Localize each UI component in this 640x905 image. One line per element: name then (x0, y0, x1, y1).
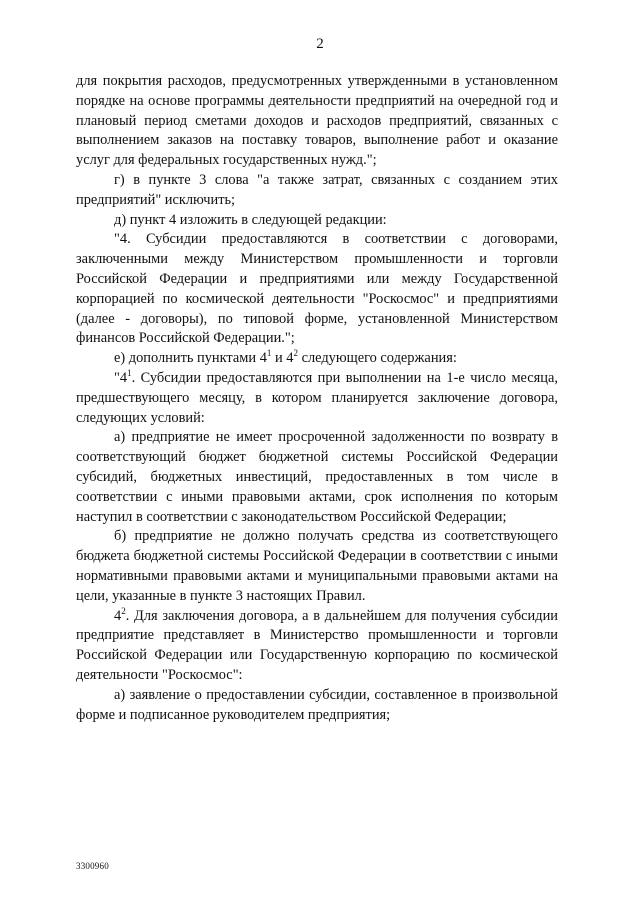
paragraph-item-g: г) в пункте 3 слова "а также затрат, связанных с созданием этих предприятий" исключить; (76, 171, 558, 208)
document-code: 3300960 (76, 861, 109, 871)
item-e-text-2: и 4 (271, 350, 294, 367)
page-number: 2 (316, 36, 324, 52)
superscript: 1 (127, 367, 132, 378)
paragraph-document-a: а) заявление о предоставлении субсидии, составленное в произвольной форме и подписанное руководителем предприятия; (76, 686, 558, 723)
point-4-1-text: . Субсидии предоставляются при выполнении на 1-е число месяца, предшествующего месяцу, в котором планируется заключение договора, следующих условий: (76, 369, 558, 426)
paragraph-continuation: для покрытия расходов, предусмотренных утвержденными в установленном порядке на основе программы деятельности предприятий на очередной год и плановый период сметами доходов и расходов предприятий, связанных с выполнением заказов на поставку товаров, выполнение работ и оказание услуг для федеральных государственных нужд."; (76, 73, 558, 169)
paragraph-condition-a: а) предприятие не имеет просроченной задолженности по возврату в соответствующий бюджет бюджетной системы Российской Федерации субсидий, бюджетных инвестиций, предоставленных в том числе в соответствии с иными правовыми актами, срок исполнения по которым наступил в соответствии с законодательством Российской Федерации; (76, 429, 558, 525)
point-4-2-number: 4 (114, 607, 122, 624)
paragraph-point-4-2 (76, 607, 558, 686)
paragraph-point-4-1 (76, 369, 558, 428)
superscript: 1 (266, 348, 272, 359)
item-e-text-3: следующего содержания: (297, 350, 457, 367)
point-4-1-number: "4 (114, 369, 128, 386)
superscript: 2 (121, 605, 126, 616)
point-4-2-text: . Для заключения договора, а в дальнейшем для получения субсидии предприятие представляет в Министерство промышленности и торговли Российской Федерации или Государственную корпорацию по космической деятельности "Роскосмос": (76, 607, 558, 683)
paragraph-point-4: "4. Субсидии предоставляются в соответствии с договорами, заключенными между Министерством промышленности и торговли Российской Федерации и предприятиями или между Государственной корпорацией по космической деятельности "Роскосмос" и предприятиями (далее - договоры), по типовой форме, установленной Министерством финансов Российской Федерации."; (76, 231, 558, 347)
document-body (76, 72, 558, 725)
superscript: 2 (293, 348, 298, 359)
paragraph-item-d: д) пункт 4 изложить в следующей редакции: (114, 211, 387, 228)
item-e-text-1: е) дополнить пунктами 4 (114, 350, 267, 367)
paragraph-item-e (76, 349, 558, 369)
paragraph-condition-b: б) предприятие не должно получать средства из соответствующего бюджета бюджетной системы Российской Федерации в соответствии с иными нормативными правовыми актами и муниципальными правовыми актами на цели, указанные в пункте 3 настоящих Правил. (76, 528, 558, 604)
